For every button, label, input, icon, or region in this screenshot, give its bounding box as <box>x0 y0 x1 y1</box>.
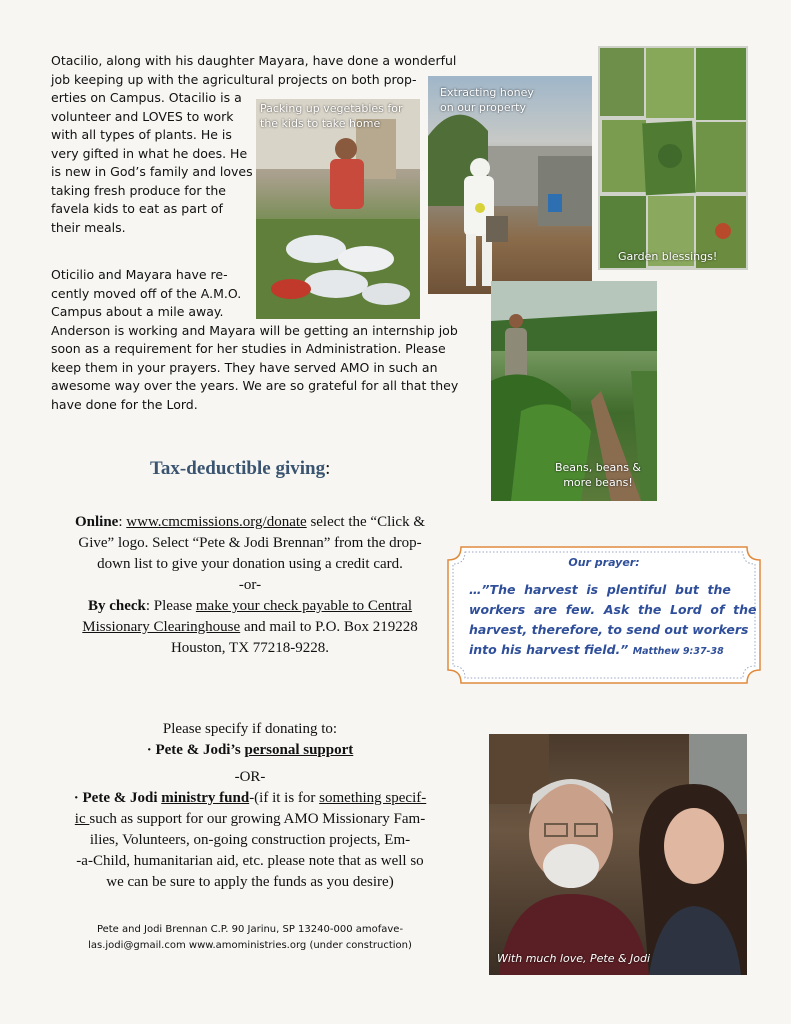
prayer-verse <box>469 580 757 662</box>
specify-bullet-ministry <box>40 788 460 809</box>
check-payee-underline: Missionary Clearinghouse <box>82 619 241 635</box>
prayer-verse-line: …”The harvest is plentiful but the <box>469 582 731 597</box>
footer-line-2: las.jodi@gmail.com www.amoministries.org (under construction) <box>88 940 412 951</box>
prayer-verse-line: harvest, therefore, to send out workers <box>469 622 749 637</box>
prayer-verse-end: into his harvest field.” <box>469 642 629 657</box>
beans-garden-photo <box>491 281 657 501</box>
something-specific-underline: something specif- <box>319 790 427 806</box>
packing-vegetables-caption: Packing up vegetables for the kids to take home <box>260 102 403 130</box>
check-line-3: Houston, TX 77218-9228. <box>170 640 330 656</box>
prayer-reference: Matthew 9:37-38 <box>632 646 724 657</box>
intro-line: awesome way over the years. We are so grateful for all that they <box>51 378 459 393</box>
bullet-personal-prefix: · Pete & Jodi’s <box>146 742 245 758</box>
check-line-2 <box>40 617 460 638</box>
intro-line: keep them in your prayers. They have served AMO in such an <box>51 359 438 375</box>
garden-collage-photo <box>598 46 748 270</box>
specify-line-5: we can be sure to apply the funds as you desire) <box>106 874 394 890</box>
intro-line: job keeping up with the agricultural projects on both prop- <box>51 71 417 87</box>
footer-contact <box>40 922 460 954</box>
intro-line: favela kids to eat as part of <box>51 201 223 216</box>
intro-line: with all types of plants. He is <box>51 127 232 142</box>
intro-line: volunteer and LOVES to work <box>51 108 234 124</box>
specify-bullet-personal <box>40 740 460 761</box>
specify-line-2-rest: such as support for our growing AMO Missionary Fam- <box>89 811 426 827</box>
giving-heading-colon: : <box>325 458 331 479</box>
specify-section <box>40 719 460 893</box>
specify-line-4: -a-Child, humanitarian aid, etc. please note that as well so <box>76 853 424 869</box>
online-rest: select the “Click & <box>306 514 425 530</box>
intro-line: cently moved off of the A.M.O. <box>51 285 242 301</box>
garden-collage-caption: Garden blessings! <box>618 250 718 263</box>
donate-link[interactable]: www.cmcmissions.org/donate <box>126 514 307 530</box>
garden-collage-illustration <box>598 46 748 270</box>
couple-illustration <box>489 734 747 975</box>
intro-line: very gifted in what he does. He <box>51 145 248 161</box>
online-line-3: down list to give your donation using a credit card. <box>97 556 403 572</box>
online-line-1 <box>40 512 460 533</box>
specific-ic-underline: ic <box>74 811 90 827</box>
intro-line: erties on Campus. Otacilio is a <box>51 90 242 105</box>
specify-line-3: ilies, Volunteers, on-going construction projects, Em- <box>89 832 411 848</box>
honey-extraction-caption: Extracting honey on our property <box>440 86 534 114</box>
packing-vegetables-illustration <box>256 99 420 319</box>
beans-garden-caption: Beans, beans & more beans! <box>554 461 642 489</box>
check-label: By check <box>87 598 146 614</box>
intro-line: soon as a requirement for her studies in Administration. Please <box>51 341 446 356</box>
intro-line: Campus about a mile away. <box>51 304 224 319</box>
footer-line-1: Pete and Jodi Brennan C.P. 90 Jarinu, SP 13240-000 amofave- <box>96 924 404 935</box>
intro-line: is new in God’s family and loves <box>51 164 253 179</box>
intro-line: Anderson is working and Mayara will be getting an internship job <box>51 322 458 338</box>
intro-line: their meals. <box>51 219 126 235</box>
ministry-fund-underline: ministry fund <box>161 790 250 806</box>
intro-line: Otacilio, along with his daughter Mayara, have done a wonderful <box>51 53 457 68</box>
intro-line: taking fresh produce for the <box>51 182 226 198</box>
giving-heading <box>150 458 330 480</box>
prayer-title: Our prayer: <box>568 556 640 569</box>
intro-line: Oticilio and Mayara have re- <box>51 267 228 282</box>
giving-heading-text: Tax-deductible giving <box>150 458 326 479</box>
giving-instructions <box>40 512 460 659</box>
prayer-verse-line: workers are few. Ask the Lord of the <box>469 602 757 617</box>
check-payable-underline: make your check payable to Central <box>195 598 413 614</box>
specify-line-2 <box>40 809 460 830</box>
or-separator: -or- <box>238 577 262 593</box>
check-address: and mail to P.O. Box 219228 <box>240 619 418 635</box>
honey-extraction-photo <box>428 76 592 294</box>
specify-or: -OR- <box>234 769 266 785</box>
intro-line: have done for the Lord. <box>51 396 198 412</box>
online-line-2: Give” logo. Select “Pete & Jodi Brennan” from the drop- <box>78 535 422 551</box>
check-line-1 <box>40 596 460 617</box>
packing-vegetables-photo <box>256 99 420 319</box>
couple-caption: With much love, Pete & Jodi <box>497 952 651 965</box>
bullet-ministry-prefix: · Pete & Jodi <box>73 790 162 806</box>
online-label: Online <box>75 514 119 530</box>
specify-intro: Please specify if donating to: <box>162 721 338 737</box>
couple-photo <box>489 734 747 975</box>
prayer-verse-line-last <box>469 640 741 662</box>
check-colon: : Please <box>145 598 196 614</box>
personal-support-underline: personal support <box>244 742 354 758</box>
prayer-box <box>447 546 761 684</box>
online-colon: : <box>118 514 127 530</box>
bullet-ministry-mid: -(if it is for <box>249 790 320 806</box>
